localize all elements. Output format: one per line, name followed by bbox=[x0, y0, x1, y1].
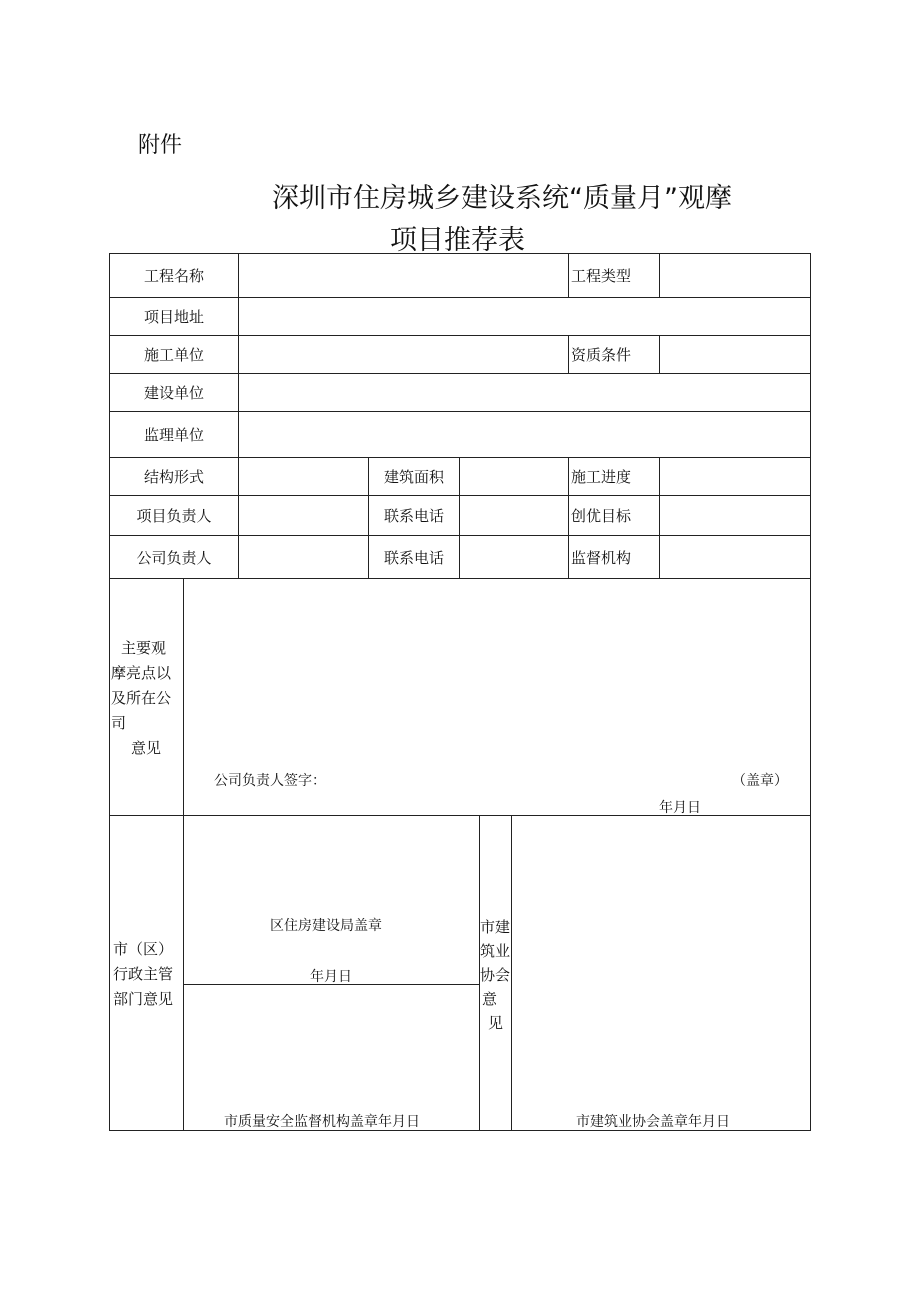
seal-label: （盖章） bbox=[732, 773, 788, 789]
label-contact-phone-1: 联系电话 bbox=[383, 507, 444, 525]
association-label: 市建 筑业 协会 意 见 bbox=[480, 918, 511, 1032]
contact-phone-1-field[interactable] bbox=[460, 496, 568, 535]
project-leader-field[interactable] bbox=[239, 496, 368, 535]
association-content-area[interactable] bbox=[512, 816, 810, 1106]
supervisory-agency-field[interactable] bbox=[660, 536, 810, 578]
label-construction-progress: 施工进度 bbox=[571, 468, 632, 486]
building-area-field[interactable] bbox=[460, 458, 568, 495]
attachment-label: 附件 bbox=[138, 133, 183, 158]
form-title-line1: 深圳市住房城乡建设系统“质量月”观摩 bbox=[272, 183, 732, 214]
project-name-field[interactable] bbox=[239, 254, 568, 297]
association-seal-label: 市建筑业协会盖章年月日 bbox=[576, 1114, 730, 1130]
company-signature-label: 公司负责人签字： bbox=[214, 773, 326, 789]
excellence-target-field[interactable] bbox=[660, 496, 810, 535]
construction-unit-field[interactable] bbox=[239, 336, 568, 373]
quality-agency-seal-label: 市质量安全监督机构盖章年月日 bbox=[224, 1114, 420, 1130]
label-construction-unit: 施工单位 bbox=[143, 346, 204, 364]
owner-unit-field[interactable] bbox=[239, 374, 810, 411]
label-project-type: 工程类型 bbox=[571, 267, 632, 285]
label-project-leader: 项目负责人 bbox=[136, 507, 212, 525]
label-structure-type: 结构形式 bbox=[143, 468, 204, 486]
project-address-field[interactable] bbox=[239, 298, 810, 335]
label-project-address: 项目地址 bbox=[143, 308, 204, 326]
highlights-date: 年月日 bbox=[659, 800, 701, 816]
qualification-field[interactable] bbox=[660, 336, 810, 373]
authority-label: 市（区） 行政主管 部门意见 bbox=[113, 940, 174, 1008]
label-company-leader: 公司负责人 bbox=[136, 548, 212, 567]
label-excellence-target: 创优目标 bbox=[571, 507, 632, 525]
structure-type-field[interactable] bbox=[239, 458, 368, 495]
supervision-unit-field[interactable] bbox=[239, 412, 810, 457]
highlights-content-area[interactable] bbox=[184, 579, 810, 769]
construction-progress-field[interactable] bbox=[660, 458, 810, 495]
label-project-name: 工程名称 bbox=[143, 267, 204, 285]
label-supervision-unit: 监理单位 bbox=[143, 426, 204, 444]
label-qualification: 资质条件 bbox=[571, 346, 632, 364]
company-leader-field[interactable] bbox=[239, 536, 368, 578]
label-building-area: 建筑面积 bbox=[383, 468, 444, 486]
district-seal-label: 区住房建设局盖章 bbox=[270, 918, 382, 934]
form-title-line2: 项目推荐表 bbox=[390, 225, 525, 256]
project-type-field[interactable] bbox=[660, 254, 810, 297]
contact-phone-2-field[interactable] bbox=[460, 536, 568, 578]
district-date: 年月日 bbox=[310, 969, 352, 985]
label-contact-phone-2: 联系电话 bbox=[383, 548, 444, 567]
highlights-label: 主要观 摩亮点以 及所在公 司 意见 bbox=[111, 639, 172, 757]
label-owner-unit: 建设单位 bbox=[143, 384, 204, 402]
label-supervisory-agency: 监督机构 bbox=[571, 548, 632, 567]
